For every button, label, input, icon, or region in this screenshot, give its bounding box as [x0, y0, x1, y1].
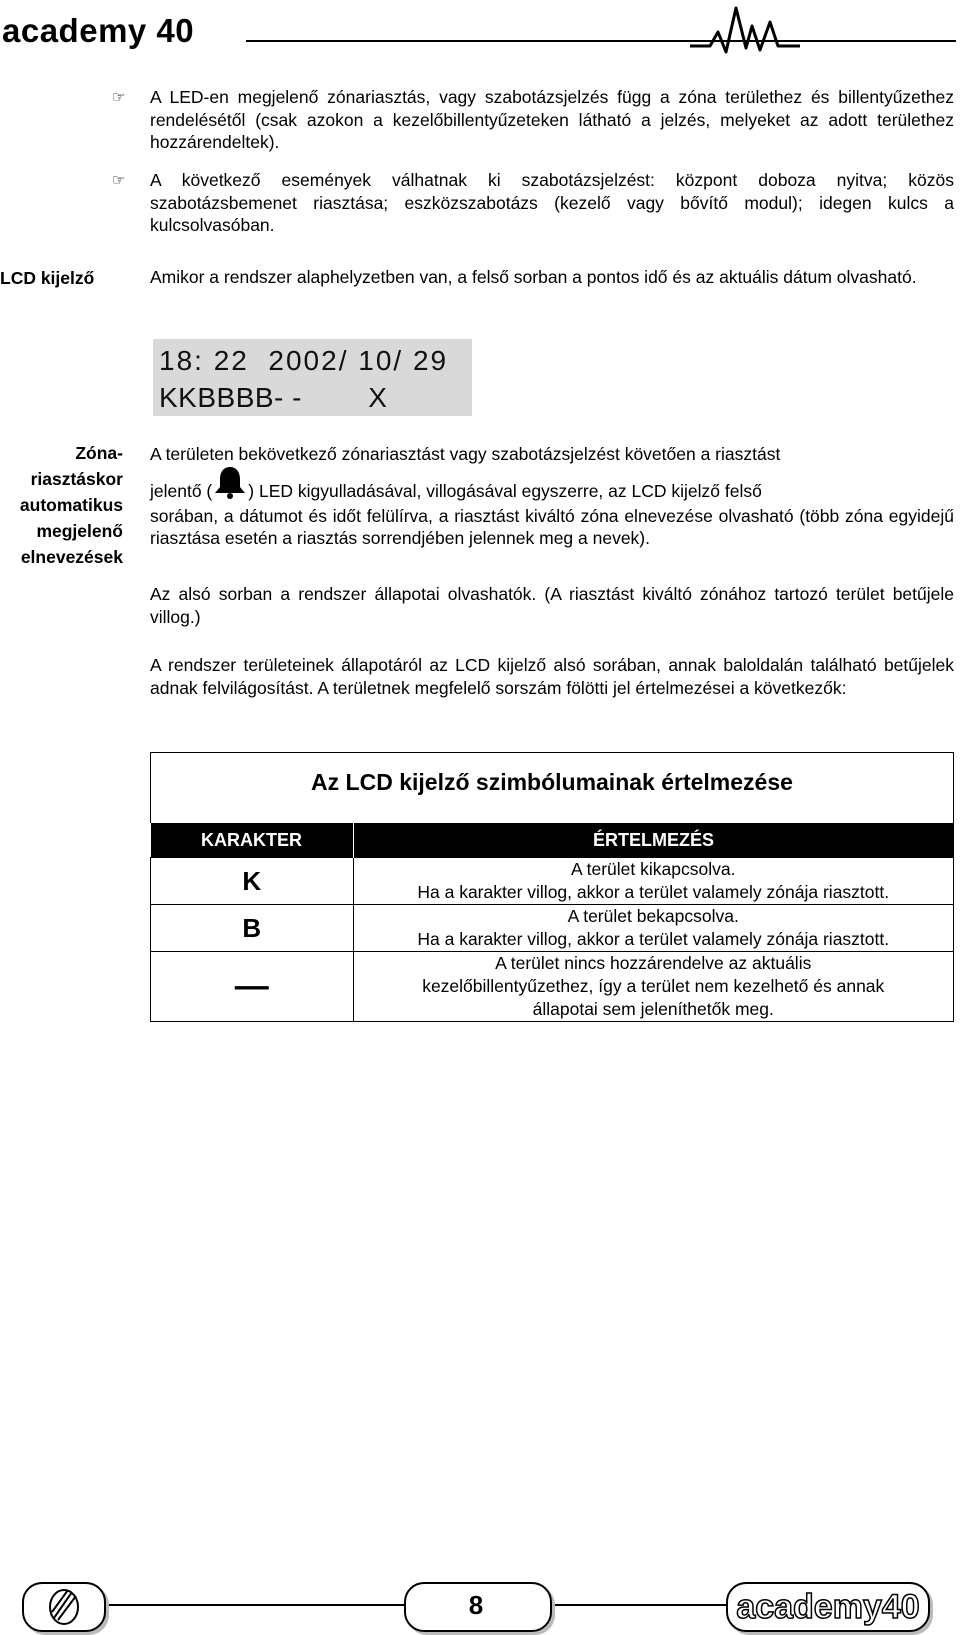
bell-icon	[212, 475, 248, 505]
meaning-line: A terület nincs hozzárendelve az aktuális	[495, 953, 812, 973]
lcd-line-2: KKBBBB- - X	[159, 382, 388, 413]
zone-paragraph-2: Az alsó sorban a rendszer állapotai olvashatók. (A riasztást kiváltó zónához tartozó terület betűjele villog.)	[150, 584, 954, 627]
side-label-line: Zóna-	[75, 443, 123, 463]
footer-logo-box	[22, 1582, 106, 1632]
footer-rule-right	[548, 1604, 728, 1606]
bullet-text-1: A LED-en megjelenő zónariasztás, vagy szabotázsjelzés függ a zóna területhez és billentyűzethez rendelésétől (csak azokon a kezelőbillentyűzeteken látható a jelzés, melyeket az adott területhez hozzárendeltek).	[150, 87, 954, 152]
table-cell-char: B	[151, 905, 354, 952]
side-label-zone	[0, 440, 123, 570]
heartbeat-icon	[690, 4, 800, 54]
meaning-line: Ha a karakter villog, akkor a terület valamely zónája riasztott.	[417, 882, 890, 902]
zone-p1-pre: jelentő (	[150, 480, 213, 501]
side-label-lcd: LCD kijelző	[0, 268, 95, 288]
table-cell-char: —	[151, 952, 354, 1022]
meaning-line: kezelőbillentyűzethez, így a terület nem kezelhető és annak	[422, 976, 885, 996]
zone-paragraph-3: A rendszer területeinek állapotáról az LCD kijelző alsó sorában, annak baloldalán található betűjelek adnak felvilágosítást. A területnek megfelelő sorszám fölötti jel értelmezései a következők:	[150, 655, 954, 698]
table-title: Az LCD kijelző szimbólumainak értelmezése	[151, 753, 954, 812]
table-cell-meaning	[353, 858, 954, 905]
table-row	[151, 858, 954, 905]
side-label-line: elnevezések	[20, 547, 123, 567]
zone-p1-line1: A területen bekövetkező zónariasztást vagy szabotázsjelzést követően a riasztást	[150, 444, 781, 464]
table-cell-meaning	[353, 905, 954, 952]
zone-p1-post: ) LED kigyulladásával, villogásával egyszerre, az LCD kijelző felső	[248, 480, 762, 501]
lcd-line-1: 18: 22 2002/ 10/ 29	[159, 345, 449, 376]
header-title: academy 40	[2, 12, 195, 49]
brand-emblem-icon	[24, 1584, 104, 1630]
lcd-display	[153, 339, 472, 416]
table-row	[151, 952, 954, 1022]
header-rule	[246, 40, 956, 42]
meaning-line: Ha a karakter villog, akkor a terület valamely zónája riasztott.	[417, 929, 890, 949]
meaning-line: A terület kikapcsolva.	[571, 859, 736, 879]
footer-rule-left	[100, 1604, 410, 1606]
table-cell-char: K	[151, 858, 354, 905]
side-label-line: megjelenő	[36, 521, 123, 541]
table-header-character: KARAKTER	[151, 823, 354, 858]
table-row	[151, 905, 954, 952]
side-label-line: automatikus	[19, 495, 123, 515]
table-cell-meaning	[353, 952, 954, 1022]
side-label-line: riasztáskor	[30, 469, 123, 489]
meaning-line: állapotai sem jeleníthetők meg.	[532, 999, 774, 1019]
footer-brand-logo: academy40	[726, 1582, 930, 1632]
pointing-hand-icon: ☞	[112, 172, 126, 189]
pointing-hand-icon: ☞	[112, 89, 126, 106]
lcd-paragraph: Amikor a rendszer alaphelyzetben van, a felső sorban a pontos idő és az aktuális dátum olvasható.	[150, 267, 917, 287]
page-number: 8	[468, 1590, 484, 1620]
zone-paragraph-1	[150, 443, 954, 550]
table-header-meaning: ÉRTELMEZÉS	[353, 823, 954, 858]
symbol-table	[150, 752, 954, 1022]
meaning-line: A terület bekapcsolva.	[567, 906, 739, 926]
zone-p1-rest: sorában, a dátumot és időt felülírva, a riasztást kiváltó zóna elnevezése olvasható (több zóna egyidejű riasztása esetén a riasztás sorrendjében jelennek meg a nevek).	[150, 505, 954, 548]
bullet-text-2: A következő események válhatnak ki szabotázsjelzést: központ doboza nyitva; közös szabotázsbemenet riasztása; eszközszabotázs (kezelő vagy bővítő modul); idegen kulcs a kulcsolvasóban.	[150, 170, 954, 235]
